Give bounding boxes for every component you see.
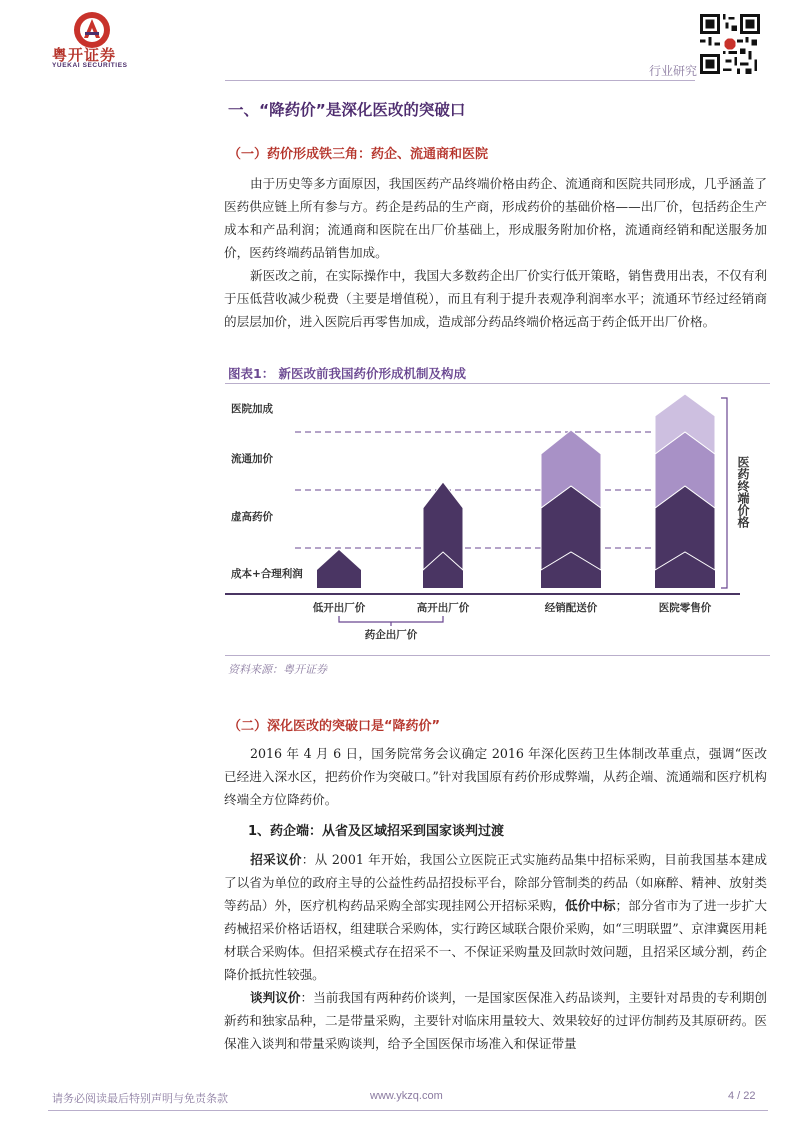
paragraph-text: ；部分省市为了进一步扩大药械招采价格话语权，组建联合采购体，实行跨区域联合限价采购，如“三明联盟”、京津冀医用耗材联合采购体。但招采模式存在招采不一、不保证采购量及回款时效问题，且招采区域分割，药企降价抵抗性较强。 (224, 898, 768, 982)
paragraph-text: ：当前我国有两种药价谈判，一是国家医保准入药品谈判，主要针对昂贵的专利期创新药和独家品种，二是带量采购，主要针对临床用量较大、效果较好的过评仿制药及其原研药。医保准入谈判和带量采购谈判，给予全国医保市场准入和保证带量 (224, 990, 768, 1051)
figure-top-divider (225, 383, 770, 384)
row-label: 医院加成 (231, 403, 273, 415)
group-bracket (339, 616, 443, 622)
lead-term: 谈判议价 (250, 990, 301, 1005)
subsection-title-2: （二）深化医改的突破口是“降药价” (228, 719, 441, 734)
paragraph-text: ：从 2001 年开始，我国公立医院正式实施药品集中招标采购，目前我国基本建成了以省为单位的政府主导的公益性药品招投标平台，除部分管制类的药品（如麻醉、精神、放射类等药品）外，医疗机构药品采购全部实现挂网公开招标采购， (224, 852, 767, 913)
price-formation-diagram (225, 386, 770, 654)
paragraph-text: 新医改之前，在实际操作中，我国大多数药企出厂价实行低开策略，销售费用出表，不仅有利于压低营收减少税费（主要是增值税），而且有利于提升表观净利润率水平；流通环节经过经销商的层层加价，进入医院后再零售加成，造成部分药品终端价格远高于药企低开出厂价格。 (224, 268, 767, 329)
price-block-cost (317, 550, 361, 588)
logo-english-name: YUEKAI SECURITIES (52, 62, 128, 69)
column-label: 高开出厂价 (416, 602, 470, 614)
lead-term: 招采议价 (250, 852, 302, 867)
footer-disclaimer: 请务必阅读最后特别声明与免责条款 (52, 1092, 228, 1105)
bracket-label: 医药终端价格 (736, 456, 750, 528)
paragraph-text: 2016 年 4 月 6 日，国务院常务会议确定 2016 年深化医药卫生体制改革重点，强调“医改已经进入深水区，把药价作为突破口。”针对我国原有药价形成弊端，从药企端、流通端和医疗机构终端全方位降药价。 (224, 746, 767, 807)
emphasis-term: 低价中标 (564, 898, 616, 913)
paragraph (224, 742, 767, 811)
terminal-price-bracket (721, 398, 727, 588)
column-label: 医院零售价 (658, 602, 712, 614)
figure-title: 图表1： 新医改前我国药价形成机制及构成 (228, 366, 467, 381)
subsection-title-1: （一）药价形成铁三角：药企、流通商和医院 (228, 147, 489, 162)
qr-code-icon (700, 14, 760, 74)
column-label: 低开出厂价 (312, 602, 366, 614)
paragraph-text: 由于历史等多方面原因，我国医药产品终端价格由药企、流通商和医院共同形成，几乎涵盖了医药供应链上所有参与方。药企是药品的生产商，形成药价的基础价格——出厂价，包括药企生产成本和产品利润；流通商和医院在出厂价基础上，形成服务附加价格，流通商经销和配送服务加价，医药终端药品销售加成。 (224, 176, 767, 260)
paragraph (224, 264, 767, 333)
header-section-label: 行业研究 (649, 64, 698, 78)
paragraph (224, 172, 767, 264)
paragraph (224, 986, 767, 1055)
footer-divider (48, 1110, 768, 1111)
section-title: 一、“降药价”是深化医改的突破口 (228, 101, 466, 119)
item-title: 1、药企端：从省及区域招采到国家谈判过渡 (248, 824, 505, 839)
logo-chinese-name: 粤开证券 (52, 46, 117, 64)
row-label: 成本+合理利润 (231, 568, 303, 580)
paragraph (224, 848, 767, 986)
row-label: 流通加价 (231, 453, 273, 465)
header-divider (225, 80, 695, 81)
group-label: 药企出厂价 (364, 629, 418, 641)
footer-url[interactable]: www.ykzq.com (370, 1090, 443, 1102)
page-number: 4 / 22 (728, 1090, 756, 1102)
figure-source: 资料来源：粤开证券 (228, 663, 327, 676)
row-label: 虚高药价 (231, 511, 273, 523)
column-label: 经销配送价 (544, 602, 598, 614)
figure-bottom-divider (225, 655, 770, 656)
